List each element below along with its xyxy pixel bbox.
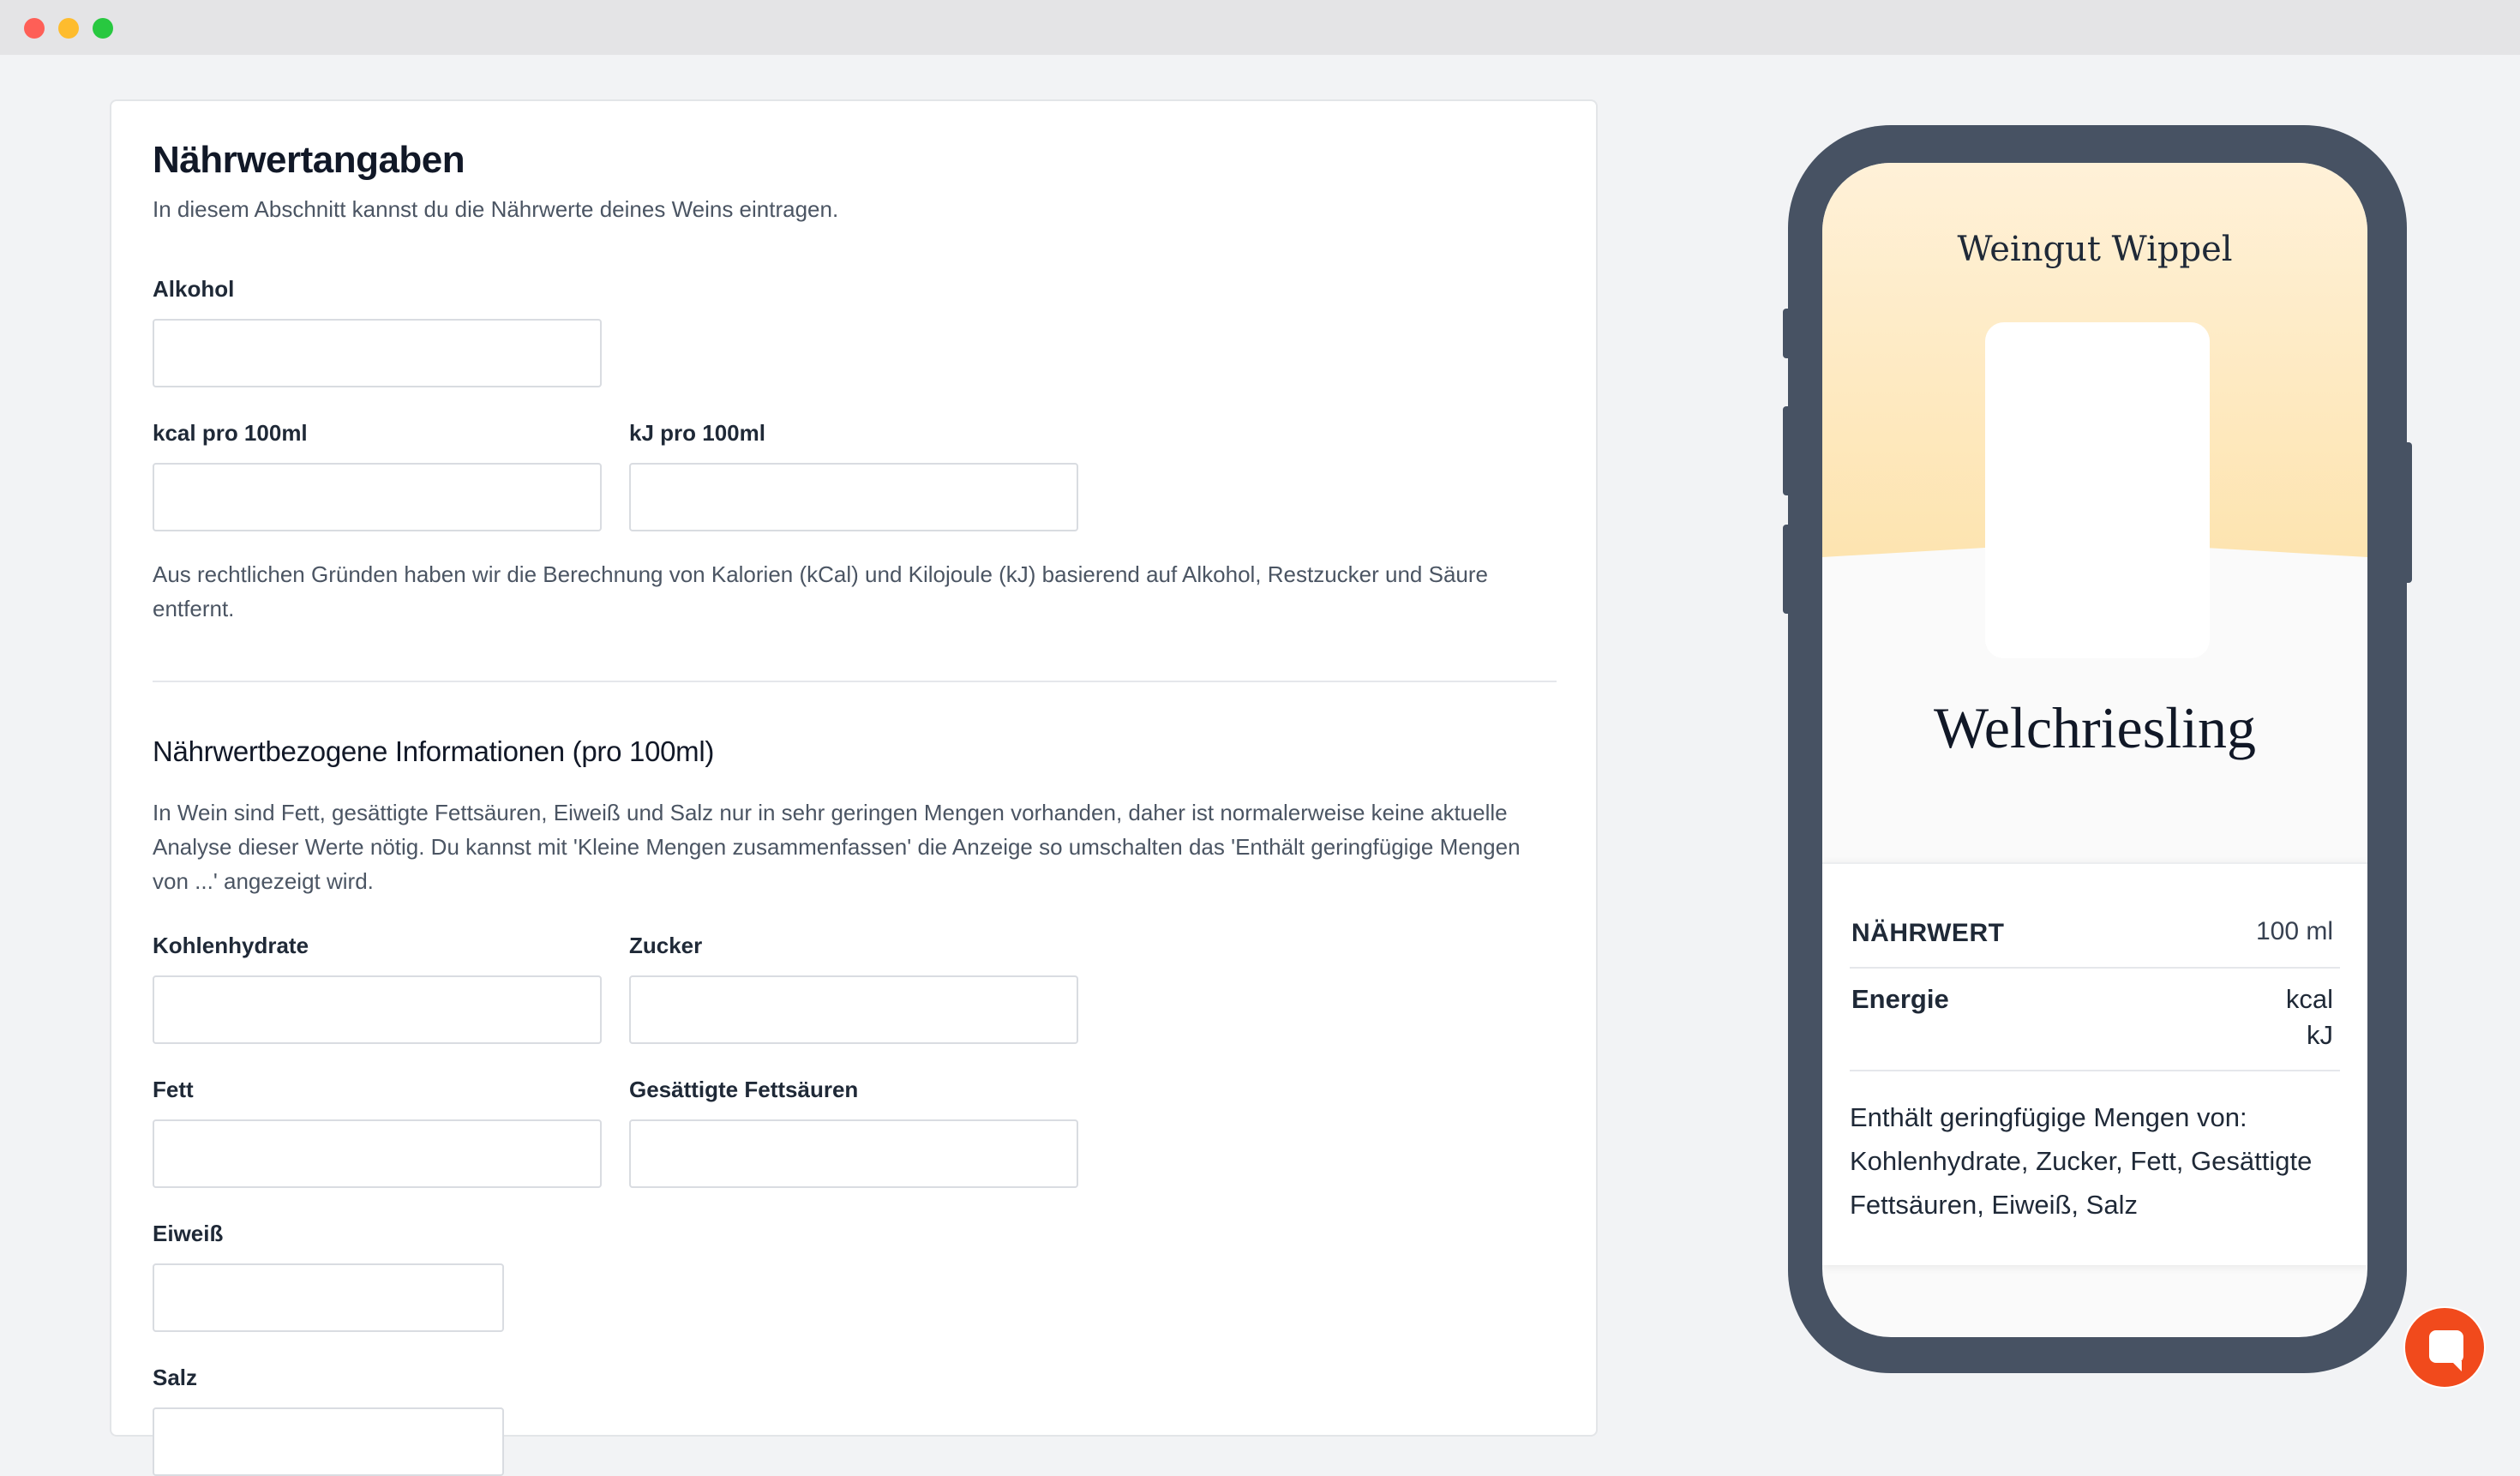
alcohol-input[interactable] — [153, 319, 602, 387]
protein-label: Eiweiß — [153, 1221, 224, 1246]
nutrition-divider — [1850, 1070, 2340, 1071]
kj-label: kJ pro 100ml — [629, 420, 765, 446]
salt-input[interactable] — [153, 1407, 504, 1476]
trace-amounts-text: Enthält geringfügige Mengen von: Kohlenhydrate, Zucker, Fett, Gesättigte Fettsäuren, Eiweiß, Salz — [1850, 1102, 2313, 1220]
energy-label: Energie — [1851, 984, 1949, 1014]
minimize-window-button[interactable] — [58, 18, 79, 39]
nutrition-divider — [1850, 967, 2340, 969]
kcal-input[interactable] — [153, 463, 602, 531]
fat-label: Fett — [153, 1077, 194, 1102]
protein-input[interactable] — [153, 1263, 504, 1332]
nutrition-table — [1822, 862, 2367, 1265]
sugar-input[interactable] — [629, 975, 1078, 1044]
energy-kj: kJ — [2307, 1020, 2333, 1050]
close-window-button[interactable] — [24, 18, 45, 39]
carbs-label: Kohlenhydrate — [153, 933, 309, 958]
section-description: In Wein sind Fett, gesättigte Fettsäuren, Eiweiß und Salz nur in sehr geringen Mengen vorhanden, daher ist normalerweise keine aktuelle Analyse dieser Werte nötig. Du kannst mit 'Kleine Mengen zusammenfassen' die Anzeige so umschalten das 'Enthält geringfügige Mengen von ...' angezeigt wird. — [153, 800, 1521, 894]
salt-label: Salz — [153, 1365, 198, 1390]
maximize-window-button[interactable] — [93, 18, 113, 39]
chat-bubble-icon — [2429, 1330, 2463, 1363]
carbs-input[interactable] — [153, 975, 602, 1044]
kj-input[interactable] — [629, 463, 1078, 531]
wine-name: Welchriesling — [1934, 695, 2256, 760]
window-titlebar — [0, 0, 2520, 55]
sugar-label: Zucker — [629, 933, 703, 958]
winery-name: Weingut Wippel — [1957, 230, 2233, 269]
saturated-fat-label: Gesättigte Fettsäuren — [629, 1077, 859, 1102]
section-title: Nährwertbezogene Informationen (pro 100ml) — [153, 735, 715, 767]
fat-input[interactable] — [153, 1119, 602, 1188]
bottle-image-placeholder — [1985, 322, 2210, 658]
nutrition-form-card — [110, 99, 1598, 1437]
chat-button[interactable] — [2403, 1306, 2486, 1389]
page-description: In diesem Abschnitt kannst du die Nährwerte deines Weins eintragen. — [153, 196, 839, 222]
nutrition-header: NÄHRWERT — [1851, 919, 2005, 947]
section-divider — [153, 681, 1557, 682]
phone-preview-screen — [1822, 163, 2367, 1337]
nutrition-unit: 100 ml — [2255, 917, 2333, 945]
kcal-label: kcal pro 100ml — [153, 420, 308, 446]
saturated-fat-input[interactable] — [629, 1119, 1078, 1188]
alcohol-label: Alkohol — [153, 276, 235, 302]
energy-kcal: kcal — [2285, 984, 2333, 1014]
legal-note: Aus rechtlichen Gründen haben wir die Berechnung von Kalorien (kCal) und Kilojoule (kJ) basierend auf Alkohol, Restzucker und Säure entfernt. — [153, 561, 1488, 621]
page-title: Nährwertangaben — [153, 139, 465, 181]
